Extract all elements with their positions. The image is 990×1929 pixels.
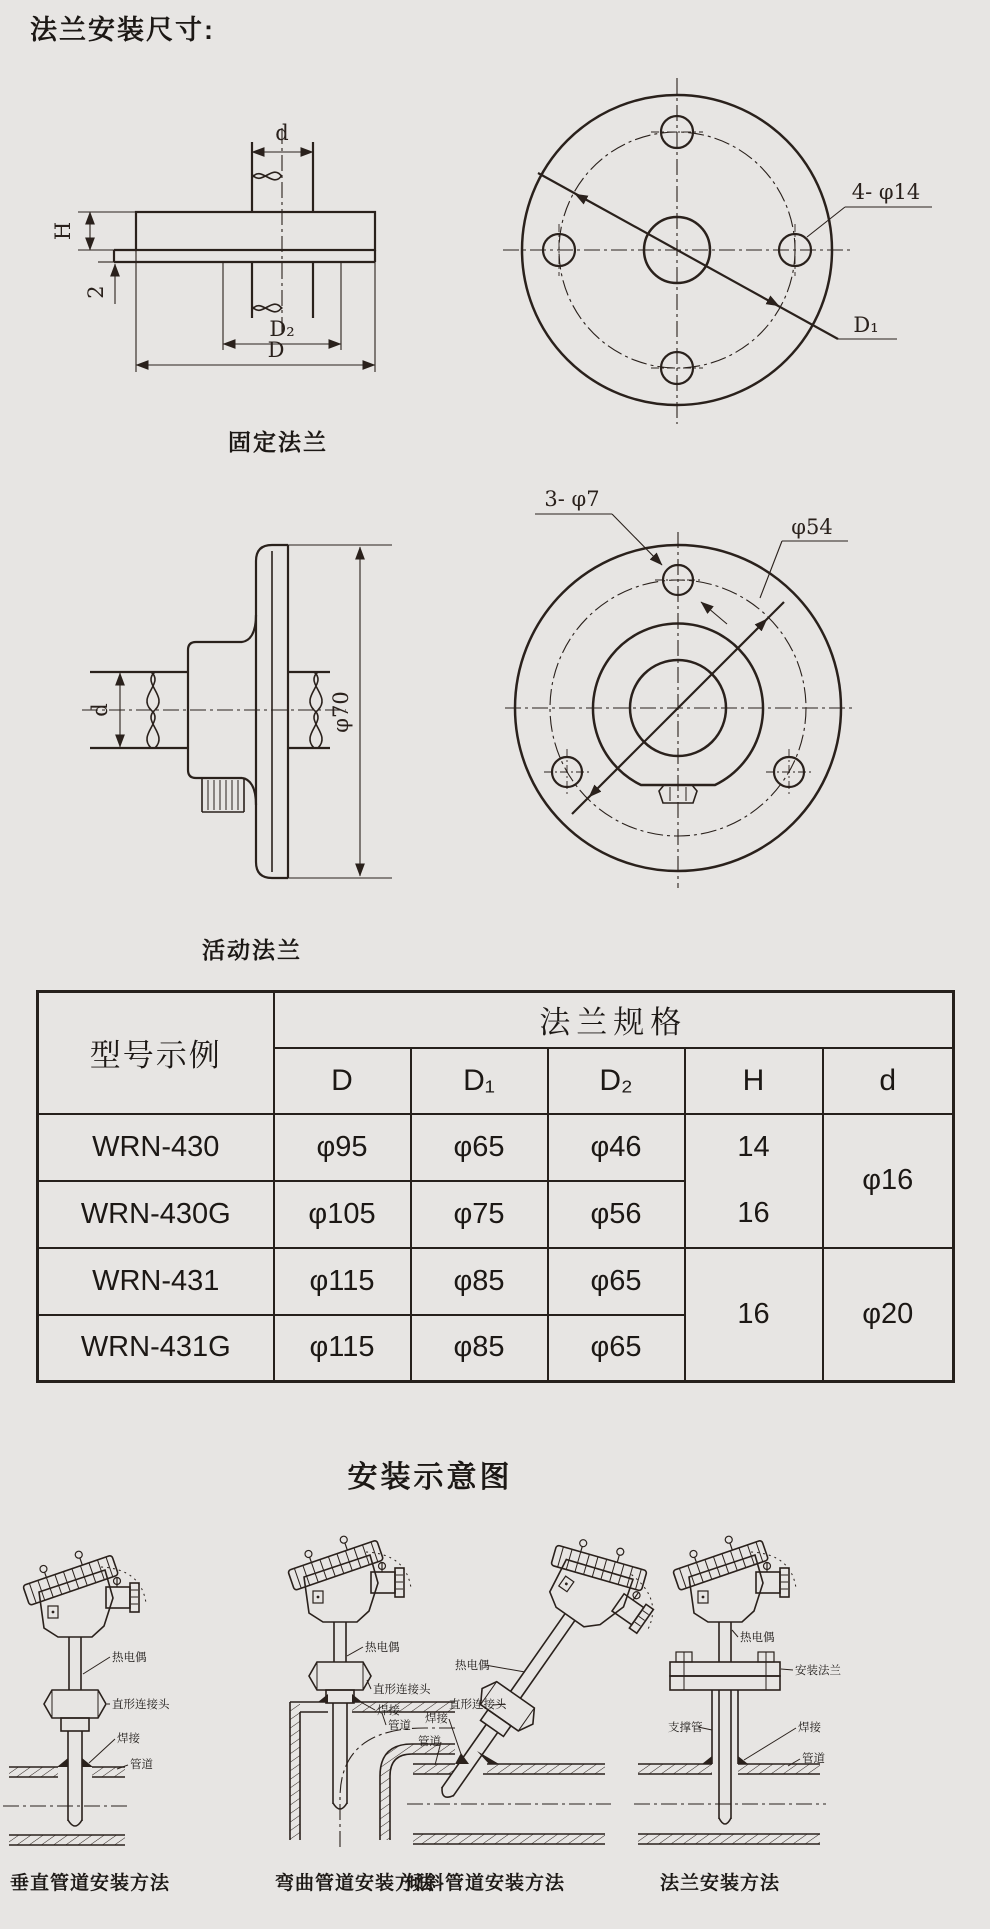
h-merged-cell-top: 14 16 [685,1114,823,1248]
label-weld: 焊接 [117,1731,140,1745]
dim-label-D1: D₁ [853,313,879,337]
movable-flange-side-view [82,545,392,878]
dim-label-d: d [275,121,289,145]
label-weld: 焊接 [798,1720,821,1734]
label-connector: 直形连接头 [112,1697,170,1711]
dim-label-2: 2 [84,285,108,299]
label-thermocouple: 热电偶 [112,1650,147,1664]
dim-label-phi70: φ70 [329,691,353,733]
label-thermocouple: 热电偶 [455,1658,490,1672]
caption-curved-install: 弯曲管道安装方法 [275,1873,436,1894]
h-merged-cell-bottom: 16 [685,1248,823,1382]
table-col-d: d [823,1048,954,1114]
label-connector: 直形连接头 [373,1682,431,1696]
label-weld: 焊接 [425,1711,448,1725]
table-row: WRN-430G φ105 φ75 φ56 [38,1181,954,1248]
table-row: WRN-431 φ115 φ85 φ65 16 φ20 [38,1248,954,1315]
dim-label-3xphi7: 3- φ7 [544,487,600,511]
model-cell: WRN-430G [38,1181,274,1248]
fixed-flange-front-view [503,78,932,424]
caption-flange-install: 法兰安装方法 [659,1873,780,1894]
dim-label-D2: D₂ [269,317,295,341]
d-merged-cell-bottom: φ20 [823,1248,954,1382]
label-support-tube: 支撑管 [668,1720,703,1734]
caption-inclined-install: 倾斜管道安装方法 [405,1873,566,1894]
dim-label-d2: d [88,703,112,717]
table-row: WRN-430 φ95 φ65 φ46 14 16 φ16 [38,1114,954,1181]
install-diagram-flange [634,1526,841,1844]
model-cell: WRN-430 [38,1114,274,1181]
flange-spec-table [36,990,955,1383]
install-diagram-inclined [398,1522,683,1844]
label-pipe: 管道 [388,1718,411,1732]
install-section-heading: 安装示意图 [347,1461,513,1494]
label-connector: 直形连接头 [449,1697,507,1711]
dim-label-phi54: φ54 [791,515,833,539]
install-diagram-vertical [3,1541,170,1845]
movable-flange-front-view [505,487,852,888]
table-header-spec: 法兰规格 [274,992,954,1048]
install-diagram-curved [283,1526,455,1848]
label-pipe: 管道 [418,1734,441,1748]
table-col-D1: D₁ [411,1048,548,1114]
dim-label-4xphi14: 4- φ14 [851,180,921,204]
caption-fixed-flange: 固定法兰 [228,429,328,455]
model-cell: WRN-431 [38,1248,274,1315]
label-thermocouple: 热电偶 [740,1630,775,1644]
caption-movable-flange: 活动法兰 [202,937,302,963]
caption-vertical-install: 垂直管道安装方法 [10,1873,171,1894]
table-header-model: 型号示例 [38,992,274,1114]
label-weld: 焊接 [377,1703,400,1717]
model-cell: WRN-431G [38,1315,274,1382]
label-thermocouple: 热电偶 [365,1640,400,1654]
label-mount-flange: 安装法兰 [795,1663,841,1677]
page-title: 法兰安装尺寸: [30,15,215,45]
table-col-D: D [274,1048,411,1114]
install-diagrams [0,1522,990,1872]
d-merged-cell-top: φ16 [823,1114,954,1248]
label-pipe: 管道 [130,1757,153,1771]
dim-label-H: H [51,221,75,241]
label-pipe: 管道 [802,1751,825,1765]
table-row: WRN-431G φ115 φ85 φ65 [38,1315,954,1382]
fixed-flange-side-view [51,121,375,372]
dim-label-D: D [267,338,285,362]
table-col-D2: D₂ [548,1048,685,1114]
table-col-H: H [685,1048,823,1114]
